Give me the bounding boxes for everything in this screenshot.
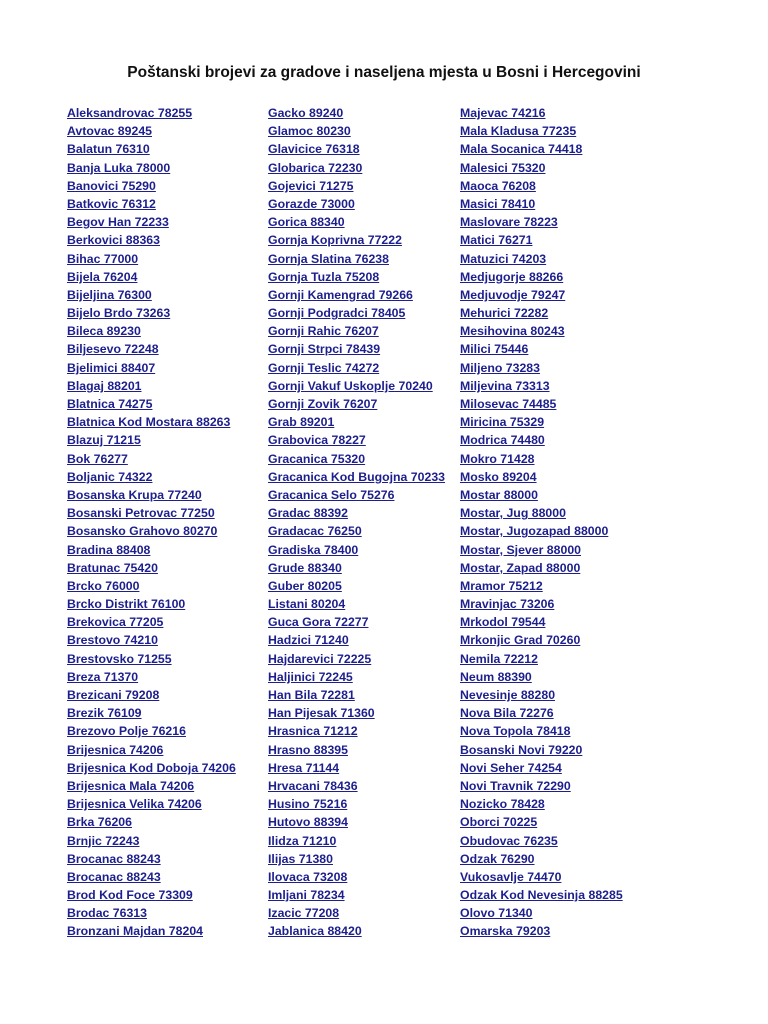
postal-code-link[interactable]: Bratunac 75420	[67, 560, 158, 575]
postal-code-link[interactable]: Blatnica 74275	[67, 397, 153, 411]
postal-code-link[interactable]: Mokro 71428	[460, 451, 535, 466]
postal-code-link[interactable]: Listani 80204	[268, 597, 346, 612]
postal-code-link[interactable]: Gornji Strpci 78439	[268, 342, 381, 357]
postal-code-link[interactable]: Mrkodol 79544	[460, 615, 546, 630]
postal-code-link[interactable]: Brekovica 77205	[67, 615, 164, 630]
postal-code-link[interactable]: Gojevici 71275	[268, 178, 354, 193]
postal-code-link[interactable]: Nova Topola 78418	[460, 724, 571, 739]
postal-code-link[interactable]: Brijesnica Velika 74206	[67, 797, 202, 812]
postal-code-link[interactable]: Miljevina 73313	[460, 378, 550, 393]
postal-code-link[interactable]: Gornji Teslic 74272	[268, 360, 380, 375]
postal-code-link[interactable]: Gornja Tuzla 75208	[268, 269, 380, 284]
postal-code-link[interactable]: Brijesnica Kod Doboja 74206	[67, 760, 236, 775]
postal-code-link[interactable]: Gornji Rahic 76207	[268, 324, 379, 339]
postal-code-link[interactable]: Brezovo Polje 76216	[67, 724, 186, 739]
postal-code-link[interactable]: Brka 76206	[67, 815, 132, 830]
postal-code-link[interactable]: Brestovsko 71255	[67, 651, 172, 666]
postal-code-link[interactable]: Hutovo 88394	[268, 815, 348, 830]
postal-code-link[interactable]: Biljesevo 72248	[67, 342, 159, 357]
postal-code-link[interactable]: Nemila 72212	[460, 651, 538, 666]
postal-code-link[interactable]: Brijesnica 74206	[67, 742, 164, 757]
postal-code-column-1	[67, 104, 262, 941]
postal-code-link[interactable]: Maoca 76208	[460, 178, 536, 193]
postal-code-link[interactable]: Majevac 74216	[460, 106, 546, 120]
postal-code-link[interactable]: Breza 71370	[67, 669, 139, 684]
postal-code-link[interactable]: Boljanic 74322	[67, 469, 153, 484]
postal-code-link[interactable]: Banovici 75290	[67, 178, 156, 193]
postal-code-link[interactable]: Olovo 71340	[460, 906, 533, 921]
postal-code-link[interactable]: Brezik 76109	[67, 706, 142, 721]
postal-code-link[interactable]: Gorazde 73000	[268, 196, 355, 211]
postal-code-link[interactable]: Bihac 77000	[67, 251, 139, 266]
postal-code-link[interactable]: Odzak 76290	[460, 851, 535, 866]
postal-code-link[interactable]: Bronzani Majdan 78204	[67, 924, 203, 939]
postal-code-link[interactable]: Gracanica Kod Bugojna 70233	[268, 469, 446, 484]
postal-code-link[interactable]: Bijeljina 76300	[67, 287, 152, 302]
postal-code-link[interactable]: Han Pijesak 71360	[268, 706, 375, 721]
postal-code-link[interactable]: Hajdarevici 72225	[268, 651, 372, 666]
postal-code-link[interactable]: Jablanica 88420	[268, 924, 362, 939]
postal-code-link[interactable]: Grab 89201	[268, 415, 335, 430]
postal-code-link[interactable]: Neum 88390	[460, 669, 532, 684]
postal-code-link[interactable]: Glamoc 80230	[268, 124, 351, 139]
postal-code-link[interactable]: Gornji Podgradci 78405	[268, 306, 406, 321]
postal-code-column-2	[268, 104, 458, 941]
postal-code-link[interactable]: Masici 78410	[460, 196, 536, 211]
postal-code-link[interactable]: Blazuj 71215	[67, 433, 141, 448]
postal-code-link[interactable]: Brijesnica Mala 74206	[67, 778, 195, 793]
postal-code-link[interactable]: Mramor 75212	[460, 578, 543, 593]
postal-code-link[interactable]: Avtovac 89245	[67, 124, 152, 139]
postal-code-link[interactable]: Gradiska 78400	[268, 542, 359, 557]
postal-code-link[interactable]: Mostar, Zapad 88000	[460, 560, 581, 575]
postal-code-link[interactable]: Berkovici 88363	[67, 233, 160, 248]
postal-code-link[interactable]: Banja Luka 78000	[67, 160, 171, 175]
postal-code-link[interactable]: Guber 80205	[268, 578, 342, 593]
postal-code-link[interactable]: Bradina 88408	[67, 542, 151, 557]
postal-code-link[interactable]: Gradac 88392	[268, 506, 348, 521]
postal-code-link[interactable]: Brnjic 72243	[67, 833, 140, 848]
postal-code-link[interactable]: Brocanac 88243	[67, 869, 161, 884]
postal-code-link[interactable]: Mravinjac 73206	[460, 597, 555, 612]
postal-code-link[interactable]: Nevesinje 88280	[460, 688, 556, 702]
postal-code-link[interactable]: Gornji Vakuf Uskoplje 70240	[268, 378, 433, 393]
postal-code-link[interactable]: Gracanica Selo 75276	[268, 487, 395, 502]
postal-code-link[interactable]: Mrkonjic Grad 70260	[460, 633, 581, 648]
postal-code-link[interactable]: Bijelo Brdo 73263	[67, 306, 171, 321]
postal-code-column-3	[460, 104, 660, 941]
postal-code-link[interactable]: Vukosavlje 74470	[460, 869, 562, 884]
postal-code-link[interactable]: Miljeno 73283	[460, 360, 540, 375]
postal-code-link[interactable]: Begov Han 72233	[67, 215, 169, 230]
postal-code-link[interactable]: Brcko 76000	[67, 578, 140, 593]
postal-code-link[interactable]: Bosansko Grahovo 80270	[67, 524, 218, 539]
postal-code-link[interactable]: Hrvacani 78436	[268, 778, 358, 793]
postal-code-link[interactable]: Brestovo 74210	[67, 633, 158, 648]
postal-code-link[interactable]: Bosanski Petrovac 77250	[67, 506, 215, 521]
postal-code-link[interactable]: Odzak Kod Nevesinja 88285	[460, 888, 623, 903]
postal-code-link[interactable]: Mehurici 72282	[460, 306, 549, 321]
postal-code-link[interactable]: Grude 88340	[268, 560, 342, 575]
postal-code-link[interactable]: Modrica 74480	[460, 433, 545, 448]
postal-code-link[interactable]: Aleksandrovac 78255	[67, 106, 193, 120]
postal-code-link[interactable]: Brcko Distrikt 76100	[67, 597, 186, 612]
postal-code-link[interactable]: Obudovac 76235	[460, 833, 558, 848]
postal-code-link[interactable]: Mosko 89204	[460, 469, 537, 484]
postal-code-link[interactable]: Matici 76271	[460, 233, 533, 248]
postal-code-link[interactable]: Imljani 78234	[268, 888, 345, 903]
postal-code-link[interactable]: Milosevac 74485	[460, 397, 557, 411]
postal-code-link[interactable]: Grabovica 78227	[268, 433, 366, 448]
postal-code-link[interactable]: Blagaj 88201	[67, 378, 142, 393]
postal-code-link[interactable]: Mostar, Jug 88000	[460, 506, 566, 521]
postal-code-link[interactable]: Balatun 76310	[67, 142, 150, 157]
postal-code-link[interactable]: Hrasnica 71212	[268, 724, 358, 739]
postal-code-link[interactable]: Milici 75446	[460, 342, 529, 357]
postal-code-link[interactable]: Brodac 76313	[67, 906, 147, 921]
postal-code-link[interactable]: Mala Socanica 74418	[460, 142, 583, 157]
postal-code-link[interactable]: Hadzici 71240	[268, 633, 349, 648]
postal-code-link[interactable]: Matuzici 74203	[460, 251, 547, 266]
postal-code-link[interactable]: Bileca 89230	[67, 324, 141, 339]
postal-code-link[interactable]: Medjugorje 88266	[460, 269, 564, 284]
postal-code-link[interactable]: Medjuvodje 79247	[460, 287, 566, 302]
postal-code-link[interactable]: Gradacac 76250	[268, 524, 362, 539]
postal-code-link[interactable]: Mesihovina 80243	[460, 324, 565, 339]
postal-code-link[interactable]: Brezicani 79208	[67, 688, 160, 702]
postal-code-link[interactable]: Ilijas 71380	[268, 851, 333, 866]
postal-code-link[interactable]: Nova Bila 72276	[460, 706, 554, 721]
postal-code-link[interactable]: Nozicko 78428	[460, 797, 545, 812]
postal-code-link[interactable]: Gorica 88340	[268, 215, 345, 230]
postal-code-link[interactable]: Gornji Zovik 76207	[268, 397, 378, 411]
postal-code-link[interactable]: Izacic 77208	[268, 906, 340, 921]
postal-code-link[interactable]: Mostar, Jugozapad 88000	[460, 524, 609, 539]
postal-code-link[interactable]: Mostar, Sjever 88000	[460, 542, 581, 557]
postal-code-link[interactable]: Bjelimici 88407	[67, 360, 156, 375]
postal-code-link[interactable]: Gornja Koprivna 77222	[268, 233, 402, 248]
postal-code-link[interactable]: Malesici 75320	[460, 160, 546, 175]
postal-code-link[interactable]: Bijela 76204	[67, 269, 138, 284]
postal-code-link[interactable]: Bosanski Novi 79220	[460, 742, 583, 757]
document-title: Poštanski brojevi za gradove i naseljena mjesta u Bosni i Hercegovini	[127, 64, 641, 81]
postal-code-link[interactable]: Haljinici 72245	[268, 669, 353, 684]
postal-code-link[interactable]: Novi Seher 74254	[460, 760, 562, 775]
postal-code-link[interactable]: Bok 76277	[67, 451, 128, 466]
postal-code-link[interactable]: Mala Kladusa 77235	[460, 124, 577, 139]
postal-code-link[interactable]: Maslovare 78223	[460, 215, 558, 230]
postal-code-link[interactable]: Mostar 88000	[460, 487, 538, 502]
postal-code-link[interactable]: Gornji Kamengrad 79266	[268, 287, 413, 302]
postal-code-link[interactable]: Brod Kod Foce 73309	[67, 888, 193, 903]
postal-code-link[interactable]: Gornja Slatina 76238	[268, 251, 389, 266]
postal-code-link[interactable]: Globarica 72230	[268, 160, 363, 175]
postal-code-link[interactable]: Ilovaca 73208	[268, 869, 348, 884]
postal-code-link[interactable]: Brocanac 88243	[67, 851, 161, 866]
postal-code-link[interactable]: Gracanica 75320	[268, 451, 366, 466]
postal-code-link[interactable]: Gacko 89240	[268, 106, 344, 120]
postal-code-link[interactable]: Hresa 71144	[268, 760, 340, 775]
postal-code-link[interactable]: Miricina 75329	[460, 415, 545, 430]
postal-code-link[interactable]: Novi Travnik 72290	[460, 778, 571, 793]
postal-code-link[interactable]: Husino 75216	[268, 797, 348, 812]
postal-code-link[interactable]: Glavicice 76318	[268, 142, 360, 157]
postal-code-link[interactable]: Guca Gora 72277	[268, 615, 369, 630]
postal-code-link[interactable]: Omarska 79203	[460, 924, 551, 939]
postal-code-link[interactable]: Bosanska Krupa 77240	[67, 487, 202, 502]
postal-code-link[interactable]: Han Bila 72281	[268, 688, 355, 702]
postal-code-link[interactable]: Ilidza 71210	[268, 833, 337, 848]
postal-code-link[interactable]: Hrasno 88395	[268, 742, 348, 757]
postal-code-link[interactable]: Oborci 70225	[460, 815, 538, 830]
postal-code-link[interactable]: Blatnica Kod Mostara 88263	[67, 415, 231, 430]
postal-code-link[interactable]: Batkovic 76312	[67, 196, 156, 211]
